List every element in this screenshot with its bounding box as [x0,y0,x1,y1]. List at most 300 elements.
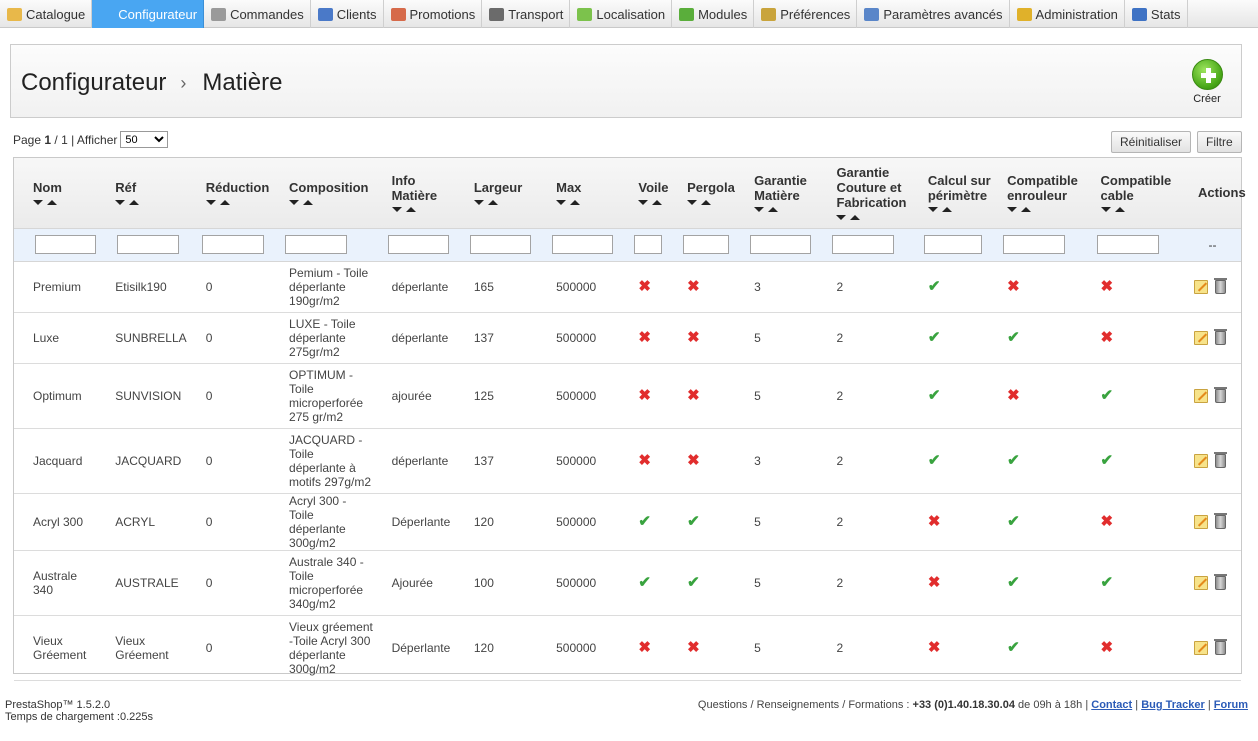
footer-right [698,699,1248,711]
tab-catalogue[interactable] [0,0,92,28]
cell-reduction [192,615,275,680]
header-wrap [1198,185,1246,201]
cell-largeur [460,428,542,493]
cross-icon: ✖ [1007,278,1020,295]
sort-controls [474,199,542,205]
filter-cell-info [378,228,460,261]
filter-cell-garantie_couture [822,228,913,261]
cross-icon: ✖ [687,387,700,404]
tab-promotions[interactable] [384,0,483,28]
row-actions [1194,331,1241,345]
filter-input-calcul[interactable] [924,235,982,254]
sort-desc-icon[interactable] [754,207,764,212]
cell-cable [1087,363,1185,428]
tab-label: Localisation [596,6,666,22]
sort-asc-icon[interactable] [850,215,860,220]
header-label: Largeur [473,180,523,196]
cell-enrouleur [993,428,1086,493]
sort-controls [115,199,191,205]
cell-text: Vieux Gréement [115,633,169,662]
cell-voile [624,312,673,363]
create-button[interactable] [1187,59,1227,107]
filter-cell-calcul [914,228,993,261]
sort-desc-icon[interactable] [289,200,299,205]
cell-garantie_matiere [740,615,822,680]
delete-icon[interactable] [1215,576,1226,590]
filter-input-reduction[interactable] [202,235,264,254]
table-row [14,261,1241,312]
header-label: Pergola [687,180,735,196]
row-actions [1194,515,1241,529]
sort-controls [836,214,913,220]
edit-icon[interactable] [1194,389,1208,403]
cell-text: Vieux Gréement [33,633,87,662]
cell-pergola [673,493,740,550]
cell-pergola [673,428,740,493]
header-wrap [115,180,191,205]
filter-input-composition[interactable] [285,235,347,254]
tab-clients[interactable] [311,0,384,28]
cell-calcul [914,428,993,493]
cell-text: 2 [836,279,844,294]
sort-desc-icon[interactable] [1101,207,1111,212]
cell-nom [14,428,96,493]
cell-nom [14,261,96,312]
header-wrap [928,173,993,213]
cell-max [542,493,624,550]
tab-label: Transport [508,6,564,22]
filter-cell-garantie_matiere [740,228,822,261]
delete-icon[interactable] [1215,641,1226,655]
filter-button[interactable]: Filtre [1197,131,1242,153]
sort-controls [687,199,740,205]
cell-text: 120 [473,514,494,529]
cell-calcul [914,261,993,312]
questions-text: Questions / Renseignements / Formations : [697,699,910,711]
check-icon: ✔ [1100,574,1114,591]
header-label: Matière [391,187,438,203]
column-header-info [378,158,460,228]
column-header-voile [624,158,673,228]
reset-button[interactable]: Réinitialiser [1111,131,1191,153]
cell-enrouleur [993,312,1086,363]
delete-icon[interactable] [1215,389,1226,403]
chart-icon [1132,8,1147,21]
cell-text: 0 [205,330,213,345]
table-row [14,428,1241,493]
check-icon: ✔ [687,513,700,530]
tab-label: Promotions [409,6,476,22]
tab-administration[interactable] [1010,0,1125,28]
cell-cable [1087,550,1185,615]
cell-text: déperlante [391,330,449,345]
sort-asc-icon[interactable] [1115,207,1125,212]
header-label: Voile [638,180,669,196]
tab-stats[interactable] [1125,0,1188,28]
sort-asc-icon[interactable] [303,200,313,205]
cell-text: 137 [473,453,494,468]
filter-input-cable[interactable] [1097,235,1159,254]
cell-text: 0 [205,640,213,655]
check-icon: ✔ [927,278,941,295]
sort-asc-icon[interactable] [1021,207,1031,212]
cell-text: Premium [33,279,82,294]
cell-composition [275,428,378,493]
cell-cable [1087,312,1185,363]
column-header-largeur [460,158,542,228]
sort-controls [638,199,673,205]
cell-text: 165 [473,279,494,294]
row-actions [1194,641,1241,655]
header-wrap [687,180,740,205]
tab-label: Configurateur [118,6,198,22]
header-label: périmètre [927,187,988,203]
tab-modules[interactable] [672,0,754,28]
filter-input-voile[interactable] [634,235,662,254]
cell-calcul [914,363,993,428]
filter-input-enrouleur[interactable] [1003,235,1065,254]
cell-text: AUSTRALE [115,575,179,590]
cell-largeur [460,493,542,550]
sort-asc-icon[interactable] [570,200,580,205]
cell-ref [96,493,191,550]
tab-commandes[interactable] [204,0,311,28]
sort-desc-icon[interactable] [392,207,402,212]
tab-localisation[interactable] [570,0,672,28]
column-header-reduction [192,158,275,228]
tab-label: Commandes [230,6,304,22]
filter-input-garantie_matiere[interactable] [750,235,811,254]
cell-text: 0 [205,514,213,529]
cell-text: 2 [836,453,844,468]
cell-text: Ajourée [391,575,433,590]
check-icon: ✔ [927,452,941,469]
cell-nom [14,363,96,428]
filter-input-pergola[interactable] [683,235,729,254]
wrench-icon [761,8,776,21]
cross-icon: ✖ [927,574,941,591]
edit-icon[interactable] [1194,280,1208,294]
cross-icon: ✖ [687,452,700,469]
cell-text: JACQUARD [115,453,182,468]
cell-largeur [460,550,542,615]
column-header-composition [275,158,378,228]
cell-text: 500000 [556,640,597,655]
cell-reduction [192,363,275,428]
cell-reduction [192,428,275,493]
cell-text: 0 [205,279,213,294]
sort-desc-icon[interactable] [206,200,216,205]
forum-link[interactable]: Forum [1213,699,1248,711]
column-header-ref [96,158,191,228]
header-wrap [556,180,624,205]
sort-asc-icon[interactable] [488,200,498,205]
cell-reduction [192,261,275,312]
cell-garantie_couture [822,615,913,680]
sort-desc-icon[interactable] [1007,207,1017,212]
breadcrumb-root[interactable]: Configurateur [21,69,167,96]
row-actions [1194,454,1241,468]
footer-left [5,699,153,723]
cross-icon: ✖ [638,639,651,656]
edit-icon[interactable] [1194,515,1208,529]
cell-text: ACRYL [115,514,156,529]
cross-icon: ✖ [927,639,941,656]
cell-text: 5 [754,640,761,655]
cell-composition [275,363,378,428]
header-wrap [836,165,913,220]
cell-text: 2 [836,514,844,529]
cell-text: 137 [473,330,494,345]
header-label: Réf [115,180,137,196]
cell-text: 3 [754,453,761,468]
cell-text: Australe 340 [33,568,78,597]
cross-icon: ✖ [687,278,700,295]
cell-text: 500000 [556,330,597,345]
cell-max [542,550,624,615]
per-page-select[interactable] [120,131,168,148]
filter-cell-composition [275,228,378,261]
cell-largeur [460,615,542,680]
cell-cable [1087,493,1185,550]
column-header-nom [14,158,96,228]
column-header-enrouleur [993,158,1086,228]
cross-icon: ✖ [687,329,700,346]
check-icon: ✔ [927,329,941,346]
cell-pergola [673,363,740,428]
sort-asc-icon[interactable] [701,200,711,205]
header-label: Compatible [1100,172,1172,188]
contact-link[interactable]: Contact [1091,699,1133,711]
sort-asc-icon[interactable] [129,200,139,205]
cell-composition [275,312,378,363]
key-icon [1017,8,1032,21]
cell-text: Vieux gréement -Toile Acryl 300 déperlante 300g/m2 [289,619,373,676]
cell-info [378,261,460,312]
column-header-garantie_matiere [740,158,822,228]
cell-voile [624,363,673,428]
cell-text: déperlante [391,279,449,294]
filter-input-nom[interactable] [35,235,96,254]
globe-icon [577,8,592,21]
footer-separator: | [1135,699,1139,711]
total-pages: 1 [61,132,68,147]
tab-transport[interactable] [482,0,570,28]
sort-desc-icon[interactable] [687,200,697,205]
filter-cell-pergola [673,228,740,261]
check-icon: ✔ [1007,452,1020,469]
row-actions [1194,576,1241,590]
table-row [14,363,1241,428]
cell-garantie_matiere [740,363,822,428]
header-label: Fabrication [836,195,907,211]
pagination [13,131,168,148]
cell-text: Acryl 300 - Toile déperlante 300g/m2 [289,493,347,550]
edit-icon[interactable] [1194,331,1208,345]
filter-cell-enrouleur [993,228,1086,261]
cell-enrouleur [993,261,1086,312]
cell-text: SUNVISION [115,388,182,403]
tab-label: Administration [1035,6,1118,22]
filter-cell-voile [624,228,673,261]
filter-input-ref[interactable] [117,235,179,254]
tab-label: Modules [698,6,748,22]
bug-tracker-link[interactable]: Bug Tracker [1141,699,1205,711]
cell-garantie_couture [822,428,913,493]
header-wrap [754,173,822,213]
header-label: Calcul sur [927,172,991,188]
cell-text: 125 [473,388,494,403]
tab-label: Préférences [780,6,851,22]
cell-composition [275,550,378,615]
cross-icon: ✖ [638,452,651,469]
sort-controls [556,199,624,205]
breadcrumb-separator: › [180,72,187,93]
sort-controls [1007,207,1086,213]
cell-actions [1184,428,1241,493]
cell-text: Luxe [33,330,60,345]
cell-ref [96,428,191,493]
edit-icon[interactable] [1194,454,1208,468]
cell-cable [1087,261,1185,312]
delete-icon[interactable] [1215,515,1226,529]
cell-text: Déperlante [391,640,451,655]
header-label: Couture et [836,180,902,196]
cell-text: Optimum [33,388,82,403]
sort-asc-icon[interactable] [942,207,952,212]
cell-text: 5 [754,514,761,529]
header-label: Info [391,172,416,188]
cell-voile [624,550,673,615]
version-text: PrestaShop™ 1.5.2.0 [5,699,111,711]
sort-asc-icon[interactable] [220,200,230,205]
cross-icon: ✖ [638,329,651,346]
table-header-row [14,158,1241,228]
breadcrumb [21,69,282,97]
cell-enrouleur [993,493,1086,550]
column-header-pergola [673,158,740,228]
footer-separator: | [1207,699,1211,711]
cell-info [378,493,460,550]
cell-text: Acryl 300 [33,514,84,529]
filter-cell-largeur [460,228,542,261]
cell-actions [1184,615,1241,680]
cell-ref [96,312,191,363]
sort-asc-icon[interactable] [406,207,416,212]
check-icon: ✔ [1100,452,1114,469]
sort-desc-icon[interactable] [556,200,566,205]
cell-actions [1184,312,1241,363]
cell-info [378,363,460,428]
column-header-garantie_couture [822,158,913,228]
cell-actions [1184,261,1241,312]
cell-cable [1087,615,1185,680]
filter-input-max[interactable] [552,235,613,254]
cell-cable [1087,428,1185,493]
show-label: | Afficher [71,132,118,147]
table-row [14,550,1241,615]
header-wrap [289,180,378,205]
cross-icon: ✖ [1100,513,1114,530]
table-row [14,312,1241,363]
cell-actions [1184,493,1241,550]
cell-reduction [192,312,275,363]
cell-text: Déperlante [391,514,451,529]
cell-garantie_couture [822,312,913,363]
cell-text: 0 [205,575,213,590]
header-wrap [392,173,460,213]
cell-text: 0 [205,388,213,403]
cell-garantie_couture [822,493,913,550]
sort-controls [33,199,96,205]
edit-icon[interactable] [1194,641,1208,655]
header-wrap [474,180,542,205]
sort-desc-icon[interactable] [115,200,125,205]
filter-input-info[interactable] [388,235,449,254]
truck-icon [489,8,504,21]
cell-text: 500000 [556,575,597,590]
folder-icon [7,8,22,21]
edit-icon[interactable] [1194,576,1208,590]
user-icon [318,8,333,21]
cell-max [542,363,624,428]
page-title: Matière [202,69,283,96]
sort-desc-icon[interactable] [638,200,648,205]
cell-text: ajourée [391,388,432,403]
tag-icon [391,8,406,21]
sort-desc-icon[interactable] [33,200,43,205]
row-actions [1194,389,1241,403]
check-icon: ✔ [1007,513,1020,530]
sort-desc-icon[interactable] [836,215,846,220]
sort-asc-icon[interactable] [768,207,778,212]
sort-asc-icon[interactable] [652,200,662,205]
tab-pr-f-rences[interactable] [754,0,857,28]
delete-icon[interactable] [1215,280,1226,294]
cell-max [542,428,624,493]
cross-icon: ✖ [1007,387,1020,404]
cell-pergola [673,615,740,680]
current-page: 1 [44,132,52,147]
cross-icon: ✖ [927,513,941,530]
materials-table [13,157,1246,676]
cell-voile [624,261,673,312]
sort-asc-icon[interactable] [47,200,57,205]
cell-nom [14,312,96,363]
filter-input-garantie_couture[interactable] [832,235,894,254]
delete-icon[interactable] [1215,454,1226,468]
tab-param-tres-avanc-s[interactable] [857,0,1009,28]
cross-icon: ✖ [687,639,700,656]
cell-calcul [914,493,993,550]
tab-configurateur[interactable] [92,0,204,28]
cell-voile [624,493,673,550]
sort-desc-icon[interactable] [928,207,938,212]
check-icon: ✔ [927,387,941,404]
top-navigation [0,0,1258,28]
filter-cell-actions [1184,228,1241,261]
hours-text: de 09h à 18h | [1018,699,1089,711]
cell-text: 5 [754,330,761,345]
cell-text: Etisilk190 [115,279,167,294]
cell-text: 500000 [556,279,597,294]
sort-desc-icon[interactable] [474,200,484,205]
delete-icon[interactable] [1215,331,1226,345]
check-icon: ✔ [638,513,651,530]
cell-text: LUXE - Toile déperlante 275gr/m2 [289,316,356,359]
filter-input-largeur[interactable] [470,235,531,254]
header-label: Nom [33,180,62,196]
